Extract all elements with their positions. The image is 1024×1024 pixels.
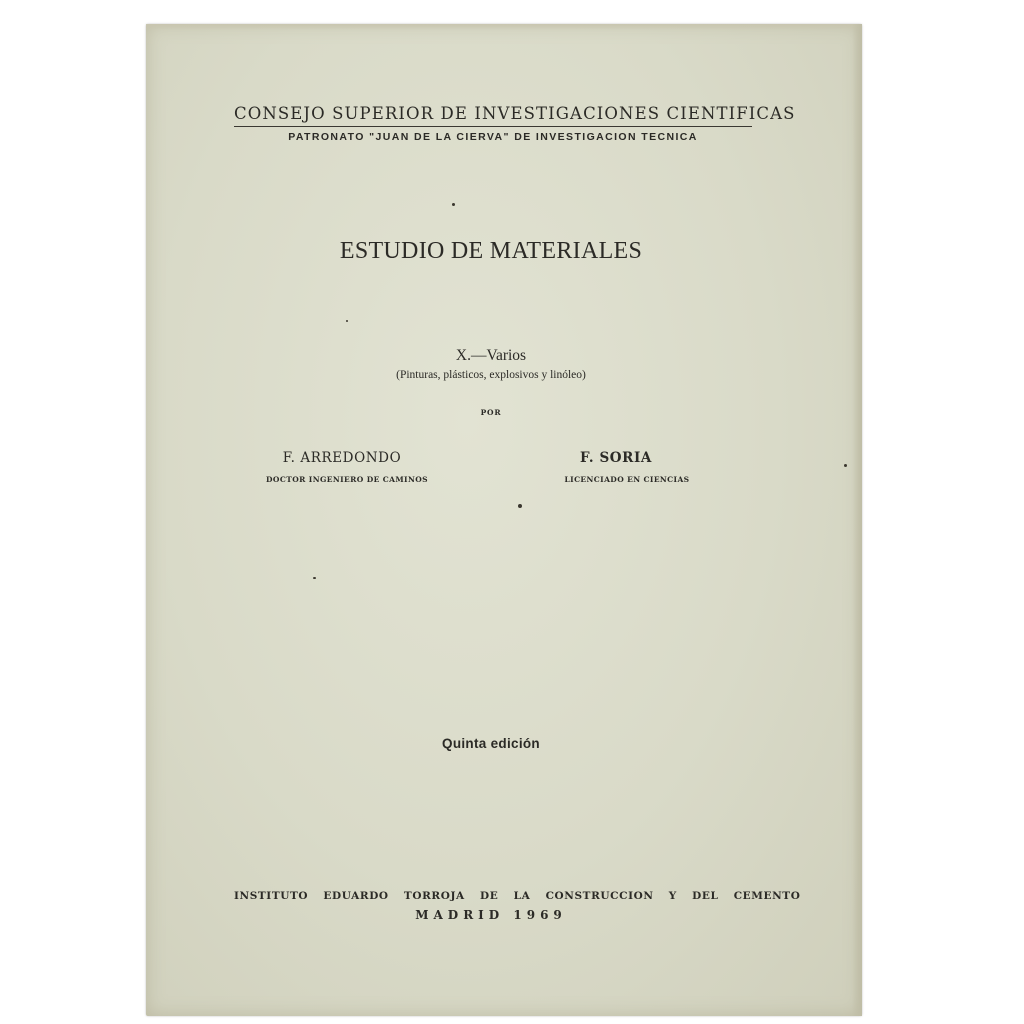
- cover-top-edge: [146, 24, 862, 30]
- author-credential-soria: LICENCIADO EN CIENCIAS: [564, 475, 690, 484]
- author-credential-arredondo: DOCTOR INGENIERO DE CAMINOS: [266, 475, 428, 484]
- book-title: ESTUDIO DE MATERIALES: [339, 238, 643, 264]
- book-cover: [146, 24, 862, 1016]
- author-name-soria: F. SORIA: [580, 450, 652, 466]
- place-and-year: MADRID 1969: [415, 908, 567, 922]
- heading-rule: [234, 126, 752, 127]
- paper-speck: [313, 577, 316, 579]
- publisher-name: INSTITUTO EDUARDO TORROJA DE LA CONSTRUCCION Y DEL CEMENTO: [234, 890, 801, 902]
- por-label: POR: [480, 408, 502, 417]
- volume-subtitle: (Pinturas, plásticos, explosivos y linóleo): [396, 369, 586, 381]
- paper-speck: [518, 504, 522, 508]
- edition-label: Quinta edición: [442, 736, 540, 751]
- paper-speck: [346, 320, 348, 322]
- cover-right-edge: [852, 24, 862, 1016]
- paper-speck: [844, 464, 847, 467]
- paper-speck: [452, 203, 455, 206]
- council-heading: CONSEJO SUPERIOR DE INVESTIGACIONES CIENTIFICAS: [234, 104, 796, 123]
- volume-label: X.—Varios: [455, 347, 527, 364]
- author-name-arredondo: F. ARREDONDO: [282, 450, 402, 466]
- patronato-subheading: PATRONATO "JUAN DE LA CIERVA" DE INVESTIGACION TECNICA: [288, 131, 698, 143]
